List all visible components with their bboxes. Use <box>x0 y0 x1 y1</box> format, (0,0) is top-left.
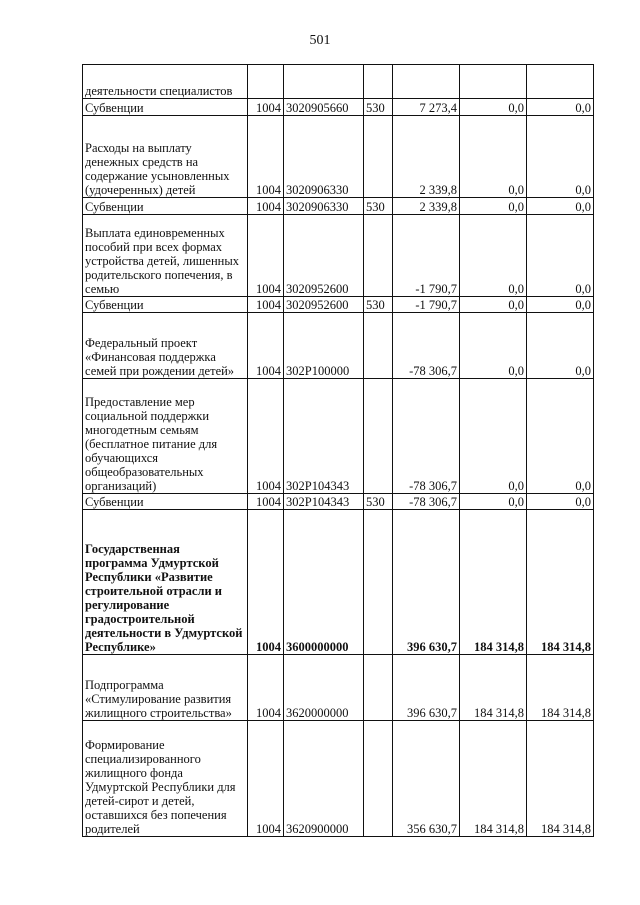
row-expense-type-cell <box>364 313 393 379</box>
row-value-2019-cell: -78 306,7 <box>393 494 460 510</box>
row-code-cell: 3620900000 <box>284 721 364 837</box>
row-value-2021-cell: 0,0 <box>527 215 594 297</box>
row-section-cell: 1004 <box>248 99 284 116</box>
row-expense-type-cell: 530 <box>364 198 393 215</box>
budget-table-body <box>83 65 594 837</box>
row-expense-type-cell <box>364 215 393 297</box>
row-section-cell: 1004 <box>248 655 284 721</box>
row-expense-type-cell <box>364 721 393 837</box>
row-section-cell: 1004 <box>248 215 284 297</box>
row-expense-type-cell <box>364 655 393 721</box>
row-value-2021-cell: 0,0 <box>527 99 594 116</box>
row-name-cell: Субвенции <box>83 297 248 313</box>
row-value-2019-cell: 356 630,7 <box>393 721 460 837</box>
row-name-cell: Формирование специализированного жилищного фонда Удмуртской Республики для детей-сирот и детей, оставшихся без попечения родителей <box>83 721 248 837</box>
row-name-cell: Субвенции <box>83 198 248 215</box>
row-section-cell: 1004 <box>248 116 284 198</box>
row-value-2019-cell: 7 273,4 <box>393 99 460 116</box>
row-value-2020-cell: 0,0 <box>460 494 527 510</box>
row-value-2020-cell: 0,0 <box>460 198 527 215</box>
row-code-cell: 302P104343 <box>284 379 364 494</box>
row-section-cell: 1004 <box>248 379 284 494</box>
row-value-2020-cell: 184 314,8 <box>460 721 527 837</box>
row-name-cell: Субвенции <box>83 494 248 510</box>
row-expense-type-cell <box>364 510 393 655</box>
row-section-cell: 1004 <box>248 198 284 215</box>
row-value-2021-cell: 0,0 <box>527 313 594 379</box>
table-row <box>83 215 594 297</box>
row-code-cell: 3600000000 <box>284 510 364 655</box>
row-value-2019-cell: 396 630,7 <box>393 655 460 721</box>
row-value-2021-cell: 0,0 <box>527 198 594 215</box>
row-value-2019-cell: 2 339,8 <box>393 198 460 215</box>
row-value-2021-cell: 0,0 <box>527 494 594 510</box>
table-row <box>83 198 594 215</box>
table-row <box>83 655 594 721</box>
row-section-cell: 1004 <box>248 297 284 313</box>
row-name-cell: Расходы на выплату денежных средств на содержание усыновленных (удочеренных) детей <box>83 116 248 198</box>
row-value-2021-cell: 184 314,8 <box>527 655 594 721</box>
row-name-cell: Подпрограмма «Стимулирование развития жилищного строительства» <box>83 655 248 721</box>
row-code-cell: 3620000000 <box>284 655 364 721</box>
row-value-2020-cell: 0,0 <box>460 379 527 494</box>
row-section-cell: 1004 <box>248 313 284 379</box>
row-name-cell: Государственная программа Удмуртской Республики «Развитие строительной отрасли и регулирование градостроительной деятельности в Удмуртской Республике» <box>83 510 248 655</box>
row-section-cell: 1004 <box>248 494 284 510</box>
row-expense-type-cell <box>364 379 393 494</box>
row-expense-type-cell <box>364 65 393 99</box>
row-code-cell: 3020905660 <box>284 99 364 116</box>
row-value-2021-cell: 0,0 <box>527 116 594 198</box>
table-row <box>83 99 594 116</box>
row-value-2019-cell: -78 306,7 <box>393 313 460 379</box>
table-row <box>83 510 594 655</box>
row-value-2021-cell: 184 314,8 <box>527 510 594 655</box>
table-row <box>83 116 594 198</box>
row-value-2019-cell: -1 790,7 <box>393 297 460 313</box>
row-code-cell: 302P104343 <box>284 494 364 510</box>
row-name-cell: Предоставление мер социальной поддержки многодетным семьям (бесплатное питание для обучающихся общеобразовательных организаций) <box>83 379 248 494</box>
row-value-2021-cell: 0,0 <box>527 297 594 313</box>
table-row <box>83 721 594 837</box>
row-expense-type-cell <box>364 116 393 198</box>
row-code-cell: 3020906330 <box>284 116 364 198</box>
row-value-2020-cell: 0,0 <box>460 116 527 198</box>
row-value-2021-cell: 0,0 <box>527 379 594 494</box>
table-row <box>83 65 594 99</box>
row-value-2020-cell: 184 314,8 <box>460 655 527 721</box>
row-value-2020-cell: 184 314,8 <box>460 510 527 655</box>
row-expense-type-cell: 530 <box>364 297 393 313</box>
row-value-2020-cell: 0,0 <box>460 313 527 379</box>
row-code-cell: 302P100000 <box>284 313 364 379</box>
table-row <box>83 313 594 379</box>
row-value-2021-cell: 184 314,8 <box>527 721 594 837</box>
page-number: 501 <box>309 33 331 48</box>
row-value-2021-cell <box>527 65 594 99</box>
row-section-cell: 1004 <box>248 721 284 837</box>
row-name-cell: Субвенции <box>83 99 248 116</box>
row-value-2020-cell <box>460 65 527 99</box>
row-expense-type-cell: 530 <box>364 99 393 116</box>
row-code-cell: 3020952600 <box>284 297 364 313</box>
row-section-cell: 1004 <box>248 510 284 655</box>
table-row <box>83 494 594 510</box>
row-code-cell <box>284 65 364 99</box>
row-value-2019-cell: -78 306,7 <box>393 379 460 494</box>
row-value-2019-cell: 2 339,8 <box>393 116 460 198</box>
table-row <box>83 379 594 494</box>
row-name-cell: Выплата единовременных пособий при всех формах устройства детей, лишенных родительского попечения, в семью <box>83 215 248 297</box>
row-code-cell: 3020906330 <box>284 198 364 215</box>
row-value-2019-cell: -1 790,7 <box>393 215 460 297</box>
row-value-2020-cell: 0,0 <box>460 99 527 116</box>
row-value-2020-cell: 0,0 <box>460 297 527 313</box>
row-value-2019-cell <box>393 65 460 99</box>
row-expense-type-cell: 530 <box>364 494 393 510</box>
row-name-cell: Федеральный проект «Финансовая поддержка семей при рождении детей» <box>83 313 248 379</box>
row-value-2020-cell: 0,0 <box>460 215 527 297</box>
row-section-cell <box>248 65 284 99</box>
row-code-cell: 3020952600 <box>284 215 364 297</box>
row-name-cell: деятельности специалистов <box>83 65 248 99</box>
table-row <box>83 297 594 313</box>
row-value-2019-cell: 396 630,7 <box>393 510 460 655</box>
budget-table <box>82 64 594 837</box>
